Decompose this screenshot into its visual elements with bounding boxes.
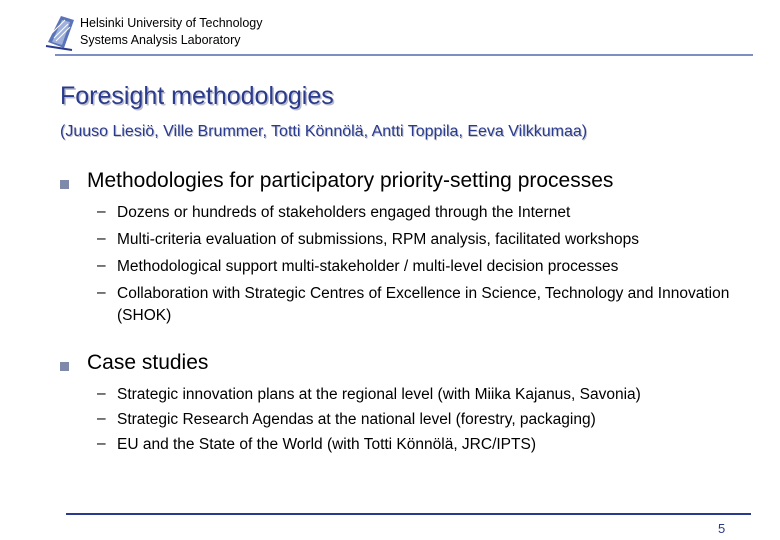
organization-name (80, 15, 263, 49)
list-item: EU and the State of the World (with Totti Könnölä, JRC/IPTS) (117, 436, 536, 453)
dash-bullet: – (97, 385, 106, 402)
page-number: 5 (718, 521, 726, 536)
slide-title: Foresight methodologies (60, 82, 334, 110)
university-logo (44, 12, 78, 52)
bullet-square (60, 180, 69, 189)
section-heading-case-studies: Case studies (87, 351, 209, 374)
org-line-2: Systems Analysis Laboratory (80, 33, 241, 47)
section-heading-methodologies: Methodologies for participatory priority-setting processes (87, 169, 614, 192)
dash-bullet: – (97, 435, 106, 452)
list-item: Multi-criteria evaluation of submissions, RPM analysis, facilitated workshops (117, 231, 640, 248)
dash-bullet: – (97, 230, 106, 247)
slide-authors: (Juuso Liesiö, Ville Brummer, Totti Könnölä, Antti Toppila, Eeva Vilkkumaa) (60, 123, 588, 140)
dash-bullet: – (97, 284, 106, 301)
list-item: Methodological support multi-stakeholder / multi-level decision processes (117, 258, 619, 275)
list-item: Collaboration with Strategic Centres of Excellence in Science, Technology and Innovation (SHOK) (117, 285, 730, 324)
org-line-1: Helsinki University of Technology (80, 16, 263, 30)
bullet-square (60, 362, 69, 371)
list-item: Dozens or hundreds of stakeholders engaged through the Internet (117, 204, 571, 221)
dash-bullet: – (97, 257, 106, 274)
list-item: Strategic innovation plans at the regional level (with Miika Kajanus, Savonia) (117, 386, 641, 403)
dash-bullet: – (97, 410, 106, 427)
list-item: Strategic Research Agendas at the national level (forestry, packaging) (117, 411, 596, 428)
dash-bullet: – (97, 203, 106, 220)
logo-icon (44, 12, 78, 52)
header-divider (55, 54, 753, 56)
footer-divider (66, 513, 751, 515)
